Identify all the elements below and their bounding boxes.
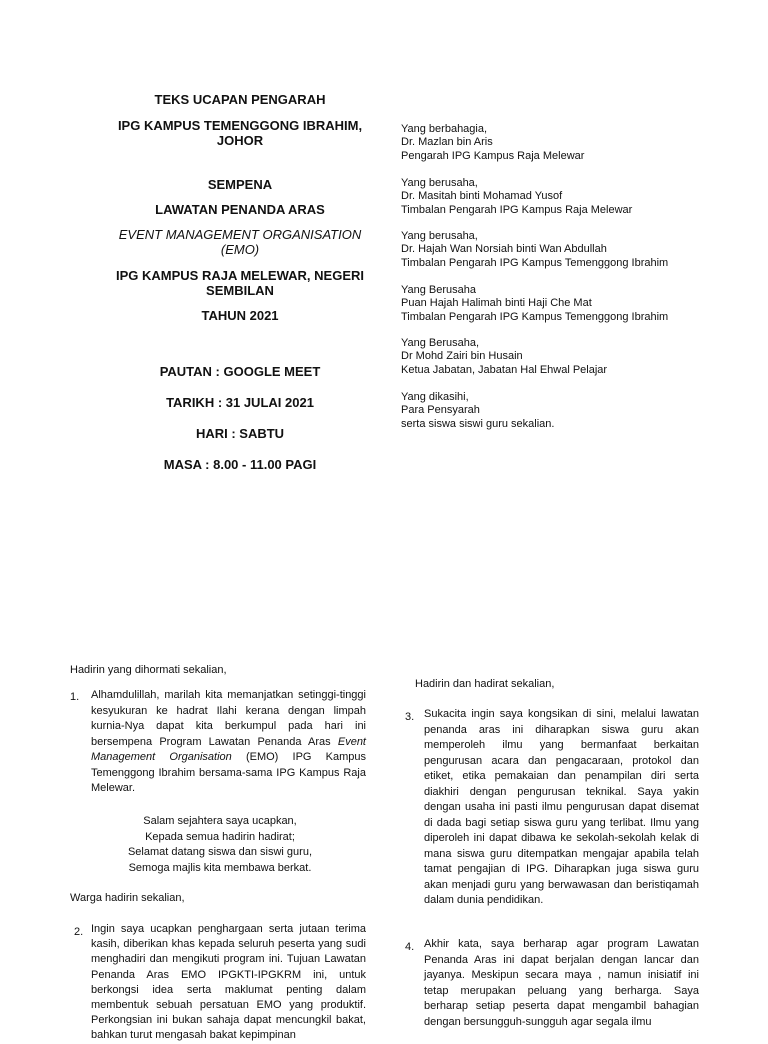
event-link: PAUTAN : GOOGLE MEET: [159, 364, 321, 379]
greeting-position: Timbalan Pengarah IPG Kampus Temenggong Ibrahim: [401, 256, 669, 269]
salutation-left-2: Warga hadirin sekalian,: [70, 892, 185, 904]
greeting-name: Dr Mohd Zairi bin Husain: [401, 350, 523, 363]
event-date: TARIKH : 31 JULAI 2021: [166, 395, 314, 410]
salutation-left-1: Hadirin yang dihormati sekalian,: [70, 664, 227, 676]
event-day: HARI : SABTU: [195, 426, 285, 441]
greeting-honorific: Yang dikasihi,: [401, 391, 469, 403]
greeting-2: [401, 177, 632, 217]
paragraph-3: Sukacita ingin saya kongsikan di sini, melalui lawatan penanda aras ini diharapkan siswa guru akan memperoleh ilmu yang bermanfaat berkaitan pengurusan acara dan pengacaraan, protokol dan etiket, etika pemakaian dan penampilan diri serta diakhiri dengan pengurusan teknikal. Saya yakin dengan usaha ini pasti ilmu pengurusan dapat disemat di dada bagi setiap siswa guru yang terlibat. Ilmu yang diperoleh ini dapat dibawa ke sekolah-sekolah kelak di mana siswa guru ditempatkan mengajar apabila telah tamat pengajian di IPG. Diharapkan juga siswa guru akan menjadi guru yang berwawasan dan beristiqamah dalam dunia pendidikan.: [424, 708, 699, 906]
greeting-position: Ketua Jabatan, Jabatan Hal Ehwal Pelajar: [401, 363, 608, 376]
greeting-3: [401, 230, 668, 270]
greeting-4: [401, 284, 668, 324]
poem-line: Semoga majlis kita membawa berkat.: [128, 861, 312, 874]
greeting-position: Timbalan Pengarah IPG Kampus Temenggong Ibrahim: [401, 310, 669, 323]
greeting-honorific: Yang Berusaha: [401, 284, 477, 296]
greeting-honorific: Yang Berusaha,: [401, 337, 480, 349]
paragraph-1: [91, 688, 366, 797]
poem-line: Selamat datang siswa dan siswi guru,: [127, 846, 313, 859]
paragraph-1-text-cont: (EMO) IPG Kampus Temenggong Ibrahim bersama-sama IPG Kampus Raja Melewar.: [91, 751, 366, 794]
occasion-label: SEMPENA: [207, 177, 273, 192]
host-institution-line-2: SEMBILAN: [206, 283, 274, 298]
salutation-right: Hadirin dan hadirat sekalian,: [415, 678, 555, 690]
greeting-name: Puan Hajah Halimah binti Haji Che Mat: [401, 297, 592, 310]
host-institution-line-1: IPG KAMPUS RAJA MELEWAR, NEGERI: [116, 268, 364, 283]
paragraph-number: 3.: [405, 711, 415, 723]
event-name: LAWATAN PENANDA ARAS: [155, 202, 325, 217]
event-time: MASA : 8.00 - 11.00 PAGI: [163, 457, 317, 472]
speech-title: TEKS UCAPAN PENGARAH: [154, 92, 326, 107]
paragraph-1-text: Alhamdulillah, marilah kita memanjatkan setinggi-tinggi kesyukuran ke hadrat Ilahi kerana dengan limpah kurnia-Nya dapat kita berkumpul pada hari ini bersempena Program Lawatan Penanda Aras: [91, 689, 366, 748]
greeting-name: Dr. Masitah binti Mohamad Yusof: [401, 190, 563, 203]
header-block: [80, 92, 400, 323]
greeting-position: Timbalan Pengarah IPG Kampus Raja Melewar: [401, 203, 633, 216]
greeting-name: Dr. Hajah Wan Norsiah binti Wan Abdullah: [401, 243, 607, 256]
greeting-name: Para Pensyarah: [401, 404, 480, 417]
paragraph-4: Akhir kata, saya berharap agar program Lawatan Penanda Aras ini dapat berjalan dengan lancar dan jayanya. Meskipun secara maya , namun inisiatif ini tetap merupakan peluang yang berharga. Saya berharap setiap peserta dapat mengambil bahagian dengan bersungguh-sungguh agar segala ilmu: [424, 938, 699, 1028]
paragraph-2: Ingin saya ucapkan penghargaan serta jutaan terima kasih, diberikan khas kepada seluruh peserta yang sudi menghadiri dan mengikuti program ini. Tujuan Lawatan Penanda Aras EMO IPGKTI-IPGKRM ini, untuk berkongsi idea serta maklumat penting dalam membentuk sebuah persatuan EMO yang produktif. Perkongsian ini bukan sahaja dapat mencungkil bakat, bahkan turut mengasah bakat kepimpinan: [91, 923, 366, 1042]
institution-line-2: JOHOR: [216, 133, 264, 148]
paragraph-1-italic-term: Event Management Organisation: [91, 735, 366, 763]
greeting-position: serta siswa siswi guru sekalian.: [401, 417, 555, 430]
paragraph-number: 4.: [405, 941, 415, 953]
institution-line-1: IPG KAMPUS TEMENGGONG IBRAHIM,: [117, 118, 363, 133]
welcome-poem: [70, 814, 370, 876]
greeting-honorific: Yang berbahagia,: [401, 123, 488, 135]
event-abbrev: (EMO): [220, 242, 260, 257]
greeting-position: Pengarah IPG Kampus Raja Melewar: [401, 149, 585, 162]
greeting-6: [401, 391, 554, 431]
paragraph-number: 2.: [74, 926, 84, 938]
poem-line: Kepada semua hadirin hadirat;: [145, 830, 295, 843]
greeting-1: [401, 123, 584, 163]
greeting-5: [401, 337, 607, 377]
greeting-honorific: Yang berusaha,: [401, 230, 478, 242]
paragraph-number: 1.: [70, 691, 80, 703]
greeting-name: Dr. Mazlan bin Aris: [401, 136, 493, 149]
poem-line: Salam sejahtera saya ucapkan,: [143, 815, 297, 827]
event-year: TAHUN 2021: [201, 308, 279, 323]
event-full-name: EVENT MANAGEMENT ORGANISATION: [118, 227, 362, 242]
greeting-honorific: Yang berusaha,: [401, 177, 478, 189]
